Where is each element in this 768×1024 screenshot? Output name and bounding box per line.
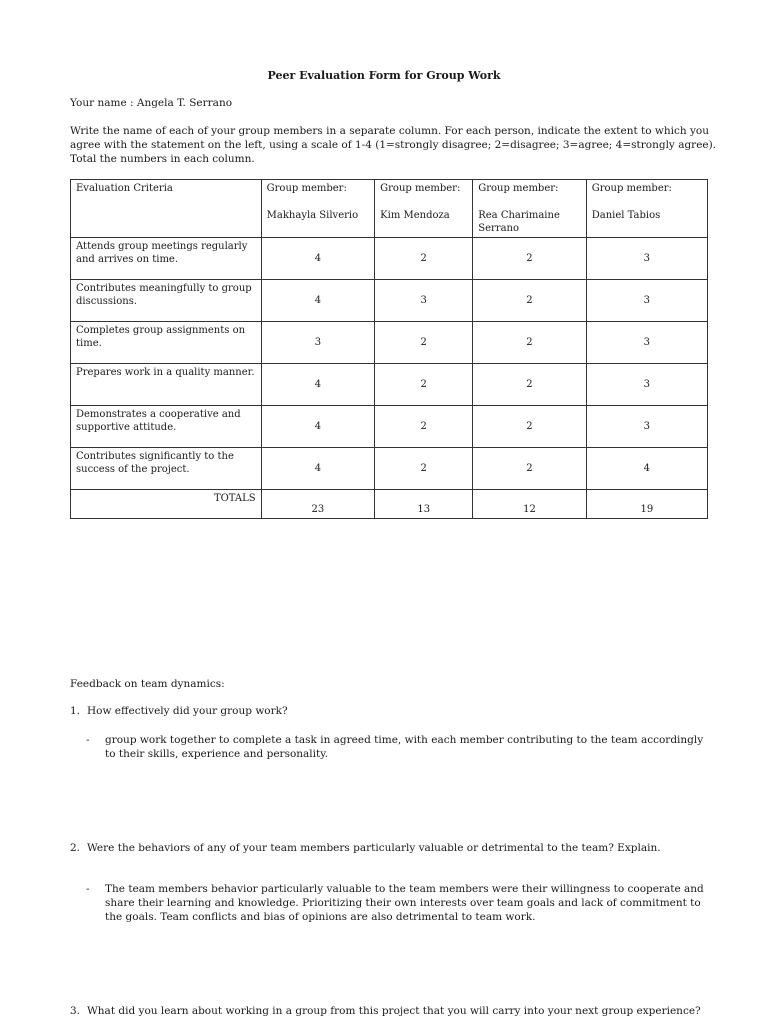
table-row xyxy=(71,238,708,280)
answer-bullet: - xyxy=(86,883,90,895)
score-cell: 4 xyxy=(586,448,707,490)
answer-bullet: - xyxy=(86,734,90,746)
member-name: Makhayla Silverio xyxy=(266,210,359,221)
criterion-cell: Attends group meetings regularly and arrives on time. xyxy=(71,238,262,280)
feedback-heading: Feedback on team dynamics: xyxy=(70,678,225,690)
table-row xyxy=(71,364,708,406)
member-label: Group member: xyxy=(266,183,347,194)
totals-label: TOTALS xyxy=(71,490,262,519)
answer-text: group work together to complete a task in agreed time, with each member contributing to the team accordingly to their skills, experience and personality. xyxy=(105,734,704,760)
criterion-cell: Contributes meaningfully to group discussions. xyxy=(71,280,262,322)
score-cell: 2 xyxy=(473,238,587,280)
score-cell: 2 xyxy=(375,364,473,406)
score-cell: 2 xyxy=(473,364,587,406)
table-row xyxy=(71,406,708,448)
member-label: Group member: xyxy=(380,183,461,194)
score-cell: 2 xyxy=(375,448,473,490)
score-cell: 3 xyxy=(261,322,375,364)
score-cell: 2 xyxy=(375,238,473,280)
score-cell: 4 xyxy=(261,448,375,490)
question-1 xyxy=(70,705,720,717)
table-row xyxy=(71,322,708,364)
total-cell: 19 xyxy=(586,490,707,519)
answer-2 xyxy=(86,882,706,924)
score-cell: 2 xyxy=(473,280,587,322)
question-number: 2. xyxy=(70,842,81,854)
score-cell: 3 xyxy=(586,406,707,448)
score-cell: 3 xyxy=(586,280,707,322)
question-3 xyxy=(70,1005,720,1017)
criterion-cell: Demonstrates a cooperative and supportive attitude. xyxy=(71,406,262,448)
member-header-2 xyxy=(375,180,473,238)
criterion-cell: Contributes significantly to the success of the project. xyxy=(71,448,262,490)
total-cell: 23 xyxy=(261,490,375,519)
answer-1 xyxy=(86,733,706,761)
member-name: Rea Charimaine Serrano xyxy=(478,210,560,234)
answer-text: The team members behavior particularly valuable to the team members were their willingness to cooperate and share their learning and knowledge. Prioritizing their own interests over team goals and lack of commitment to the goals. Team conflicts and bias of opinions are also detrimental to team work. xyxy=(105,883,704,923)
member-name: Kim Mendoza xyxy=(380,210,450,221)
instructions-paragraph: Write the name of each of your group members in a separate column. For each person, indicate the extent to which you agree with the statement on the left, using a scale of 1-4 (1=strongly disagree; 2=disagree; 3=agree; 4=strongly agree). Total the numbers in each column. xyxy=(70,125,717,165)
question-2 xyxy=(70,842,720,854)
score-cell: 4 xyxy=(261,406,375,448)
criterion-cell: Completes group assignments on time. xyxy=(71,322,262,364)
table-header-row xyxy=(71,180,708,238)
score-cell: 2 xyxy=(473,448,587,490)
your-name-line: Your name : Angela T. Serrano xyxy=(70,97,233,109)
member-name: Daniel Tabios xyxy=(591,210,661,221)
total-cell: 13 xyxy=(375,490,473,519)
question-number: 1. xyxy=(70,705,81,717)
score-cell: 2 xyxy=(473,406,587,448)
member-header-3 xyxy=(473,180,587,238)
score-cell: 3 xyxy=(586,322,707,364)
member-header-4 xyxy=(586,180,707,238)
form-title: Peer Evaluation Form for Group Work xyxy=(267,69,501,82)
evaluation-table xyxy=(70,179,708,519)
question-text: Were the behaviors of any of your team members particularly valuable or detrimental to the team? Explain. xyxy=(87,842,661,854)
criterion-cell: Prepares work in a quality manner. xyxy=(71,364,262,406)
total-cell: 12 xyxy=(473,490,587,519)
score-cell: 3 xyxy=(586,364,707,406)
score-cell: 2 xyxy=(375,406,473,448)
score-cell: 3 xyxy=(586,238,707,280)
table-row xyxy=(71,448,708,490)
score-cell: 2 xyxy=(473,322,587,364)
member-header-1 xyxy=(261,180,375,238)
member-label: Group member: xyxy=(478,183,559,194)
question-text: What did you learn about working in a group from this project that you will carry into your next group experience? xyxy=(87,1005,701,1017)
question-number: 3. xyxy=(70,1005,81,1017)
score-cell: 4 xyxy=(261,238,375,280)
question-text: How effectively did your group work? xyxy=(87,705,288,717)
member-label: Group member: xyxy=(591,183,672,194)
totals-row xyxy=(71,490,708,519)
score-cell: 4 xyxy=(261,364,375,406)
score-cell: 4 xyxy=(261,280,375,322)
table-row xyxy=(71,280,708,322)
criteria-header: Evaluation Criteria xyxy=(71,180,262,238)
score-cell: 3 xyxy=(375,280,473,322)
score-cell: 2 xyxy=(375,322,473,364)
